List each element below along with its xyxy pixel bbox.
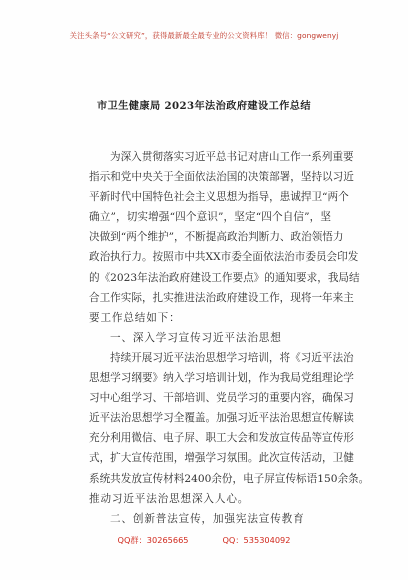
qq-group-number: QQ群：30265665 [117, 535, 189, 545]
section-heading: 一、深入学习宣传习近平法治思想 [110, 331, 282, 344]
footer-contact [0, 535, 408, 546]
paragraph-line: 思想学习纲要》纳入学习培训计划，作为我局党组理论学 [89, 372, 354, 385]
paragraph-line: 政治执行力。按照市中共XX市委全面依法治市委员会印发 [89, 251, 359, 264]
header-promo-note: 关注头条号“公文研究”，获得最新最全最专业的公文资料库！ 微信：gongwenyj [69, 31, 339, 40]
paragraph-line: 持续开展习近平法治思想学习培训，将《习近平法治 [110, 351, 354, 364]
qq-number: QQ：535304092 [222, 535, 291, 545]
paragraph-line: 推动习近平法治思想深入人心。 [89, 492, 250, 505]
paragraph-line: 系统共发放宣传材料2400余份，电子屏宣传标语150余条。 [89, 472, 370, 485]
paragraph-line: 决做到“两个维护”，不断提高政治判断力、政治领悟力 [89, 231, 344, 244]
paragraph-line: 为深入贯彻落实习近平总书记对唐山工作一系列重要 [110, 151, 354, 163]
paragraph-line: 充分利用微信、电子屏、职工大会和发放宣传品等宣传形 [89, 432, 354, 445]
document-title: 市卫生健康局 2023年法治政府建设工作总结 [97, 100, 311, 112]
section-heading: 二、创新普法宣传，加强宪法宣传教育 [110, 512, 305, 525]
paragraph-line: 式，扩大宣传范围，增强学习氛围。此次宣传活动，卫健 [89, 452, 354, 465]
paragraph-line: 平新时代中国特色社会主义思想为指导，患诚捍卫“两个 [89, 191, 349, 204]
paragraph-line: 近平法治思想学习全覆盖。加强习近平法治思想宣传解读 [89, 412, 354, 425]
paragraph-line: 要工作总结如下： [89, 311, 181, 324]
document-body [89, 147, 370, 529]
paragraph-line: 的《2023年法治政府建设工作要点》的通知要求，我局结 [89, 271, 360, 284]
paragraph-line: 习中心组学习、干部培训、党员学习的重要内容，确保习 [89, 392, 354, 405]
paragraph-line: 指示和党中央关于全面依法治国的决策部署，坚持以习近 [89, 171, 354, 184]
paragraph-line: 合工作实际，扎实推进法治政府建设工作，现将一年来主 [89, 291, 354, 304]
paragraph-line: 确立”，切实增强“四个意识”，坚定“四个自信”，坚 [89, 211, 331, 224]
